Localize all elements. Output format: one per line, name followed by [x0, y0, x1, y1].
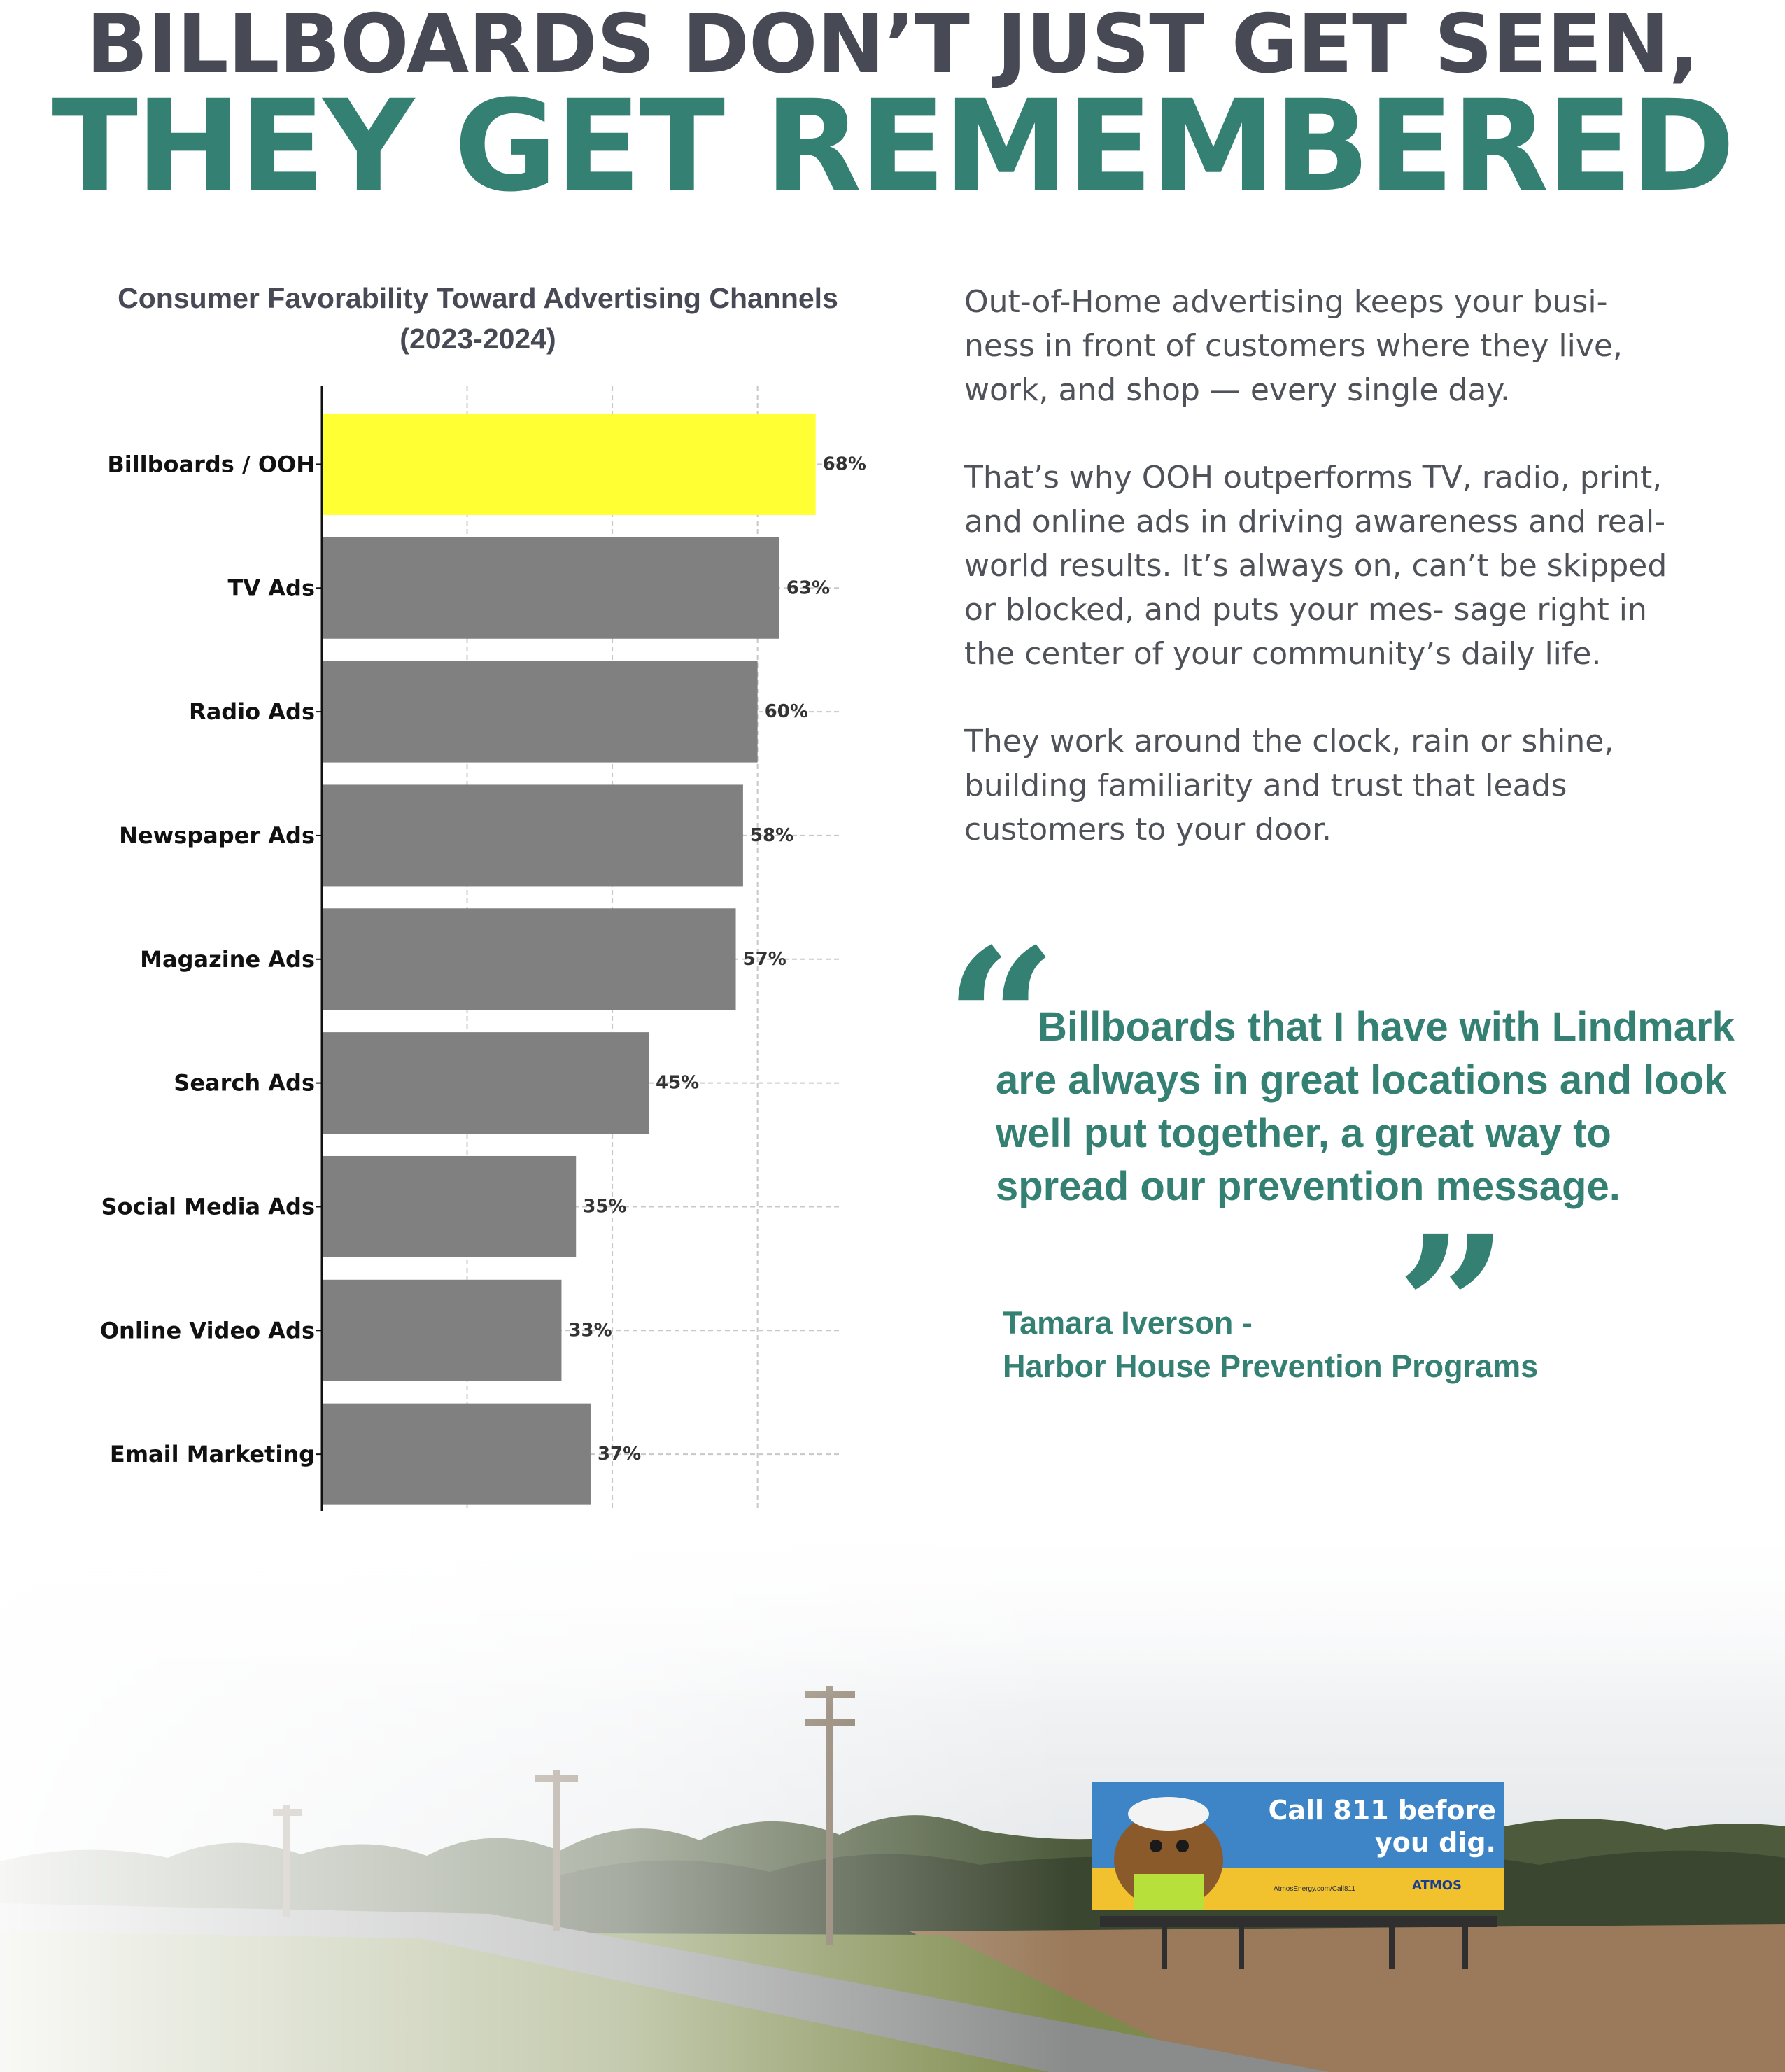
bar-8 [322, 1404, 591, 1505]
category-label-0: Billboards / OOH [107, 451, 315, 478]
data-label-0: 68% [822, 453, 866, 475]
bar-7 [322, 1280, 561, 1381]
bar-3 [322, 784, 743, 886]
billboard-brand-logo: ATMOS [1412, 1878, 1462, 1893]
bar-5 [322, 1032, 649, 1134]
body-paragraph-3: They work around the clock, rain or shine, building familiarity and trust that leads customers to your door. [964, 724, 1614, 847]
close-quote-icon: ” [1396, 1193, 1509, 1423]
testimonial-text: Billboards that I have with Lindmark are always in great locations and look well put together, a great way to spread our prevention message. [996, 1004, 1735, 1209]
data-label-7: 33% [568, 1320, 612, 1341]
data-label-8: 37% [597, 1444, 642, 1465]
category-label-8: Email Marketing [109, 1441, 315, 1468]
category-label-5: Search Ads [174, 1069, 315, 1097]
data-label-5: 45% [655, 1072, 700, 1094]
billboard-sign [1092, 1782, 1504, 1910]
attribution-name: Tamara Iverson - [1003, 1305, 1253, 1341]
fade-overlay-top [0, 1511, 1785, 2072]
billboard-url: AtmosEnergy.com/Call811 [1274, 1885, 1355, 1893]
category-label-7: Online Video Ads [99, 1317, 315, 1344]
headline-line-2: THEY GET REMEMBERED [52, 73, 1733, 220]
attribution-organization: Harbor House Prevention Programs [1003, 1348, 1539, 1384]
body-copy [964, 280, 1678, 895]
category-label-4: Magazine Ads [140, 945, 315, 973]
bar-0 [322, 414, 816, 515]
headline-line-1: BILLBOARDS DON’T JUST GET SEEN, [86, 0, 1699, 92]
data-label-3: 58% [749, 824, 794, 846]
data-label-6: 35% [583, 1196, 627, 1218]
category-label-1: TV Ads [227, 575, 315, 602]
chart-title-line-1: Consumer Favorability Toward Advertising Channels [118, 282, 838, 314]
data-label-4: 57% [742, 948, 786, 970]
chart-title-line-2: (2023-2024) [400, 323, 556, 355]
body-paragraph-1: Out-of-Home advertising keeps your busi- ness in front of customers where they live, work, and shop — every single day. [964, 284, 1623, 408]
bar-4 [322, 908, 736, 1010]
bar-2 [322, 661, 758, 763]
testimonial-attribution [1003, 1302, 1632, 1388]
category-label-2: Radio Ads [189, 698, 315, 726]
data-label-2: 60% [764, 701, 808, 723]
category-label-6: Social Media Ads [101, 1193, 315, 1220]
data-label-1: 63% [786, 577, 831, 599]
category-label-3: Newspaper Ads [119, 822, 315, 849]
billboard-headline: Call 811 before you dig. [1268, 1795, 1496, 1858]
bar-6 [322, 1156, 576, 1257]
bar-1 [322, 537, 779, 639]
bar-chart [0, 266, 910, 1637]
roadside-landscape-photo [0, 1511, 1785, 2072]
body-paragraph-2: That’s why OOH outperforms TV, radio, print, and online ads in driving awareness and real-world results. It’s always on, can’t be skipped or blocked, and puts your mes- sage right in the center of your community’s daily life. [964, 460, 1667, 672]
open-quote-icon: “ [945, 906, 1058, 1136]
